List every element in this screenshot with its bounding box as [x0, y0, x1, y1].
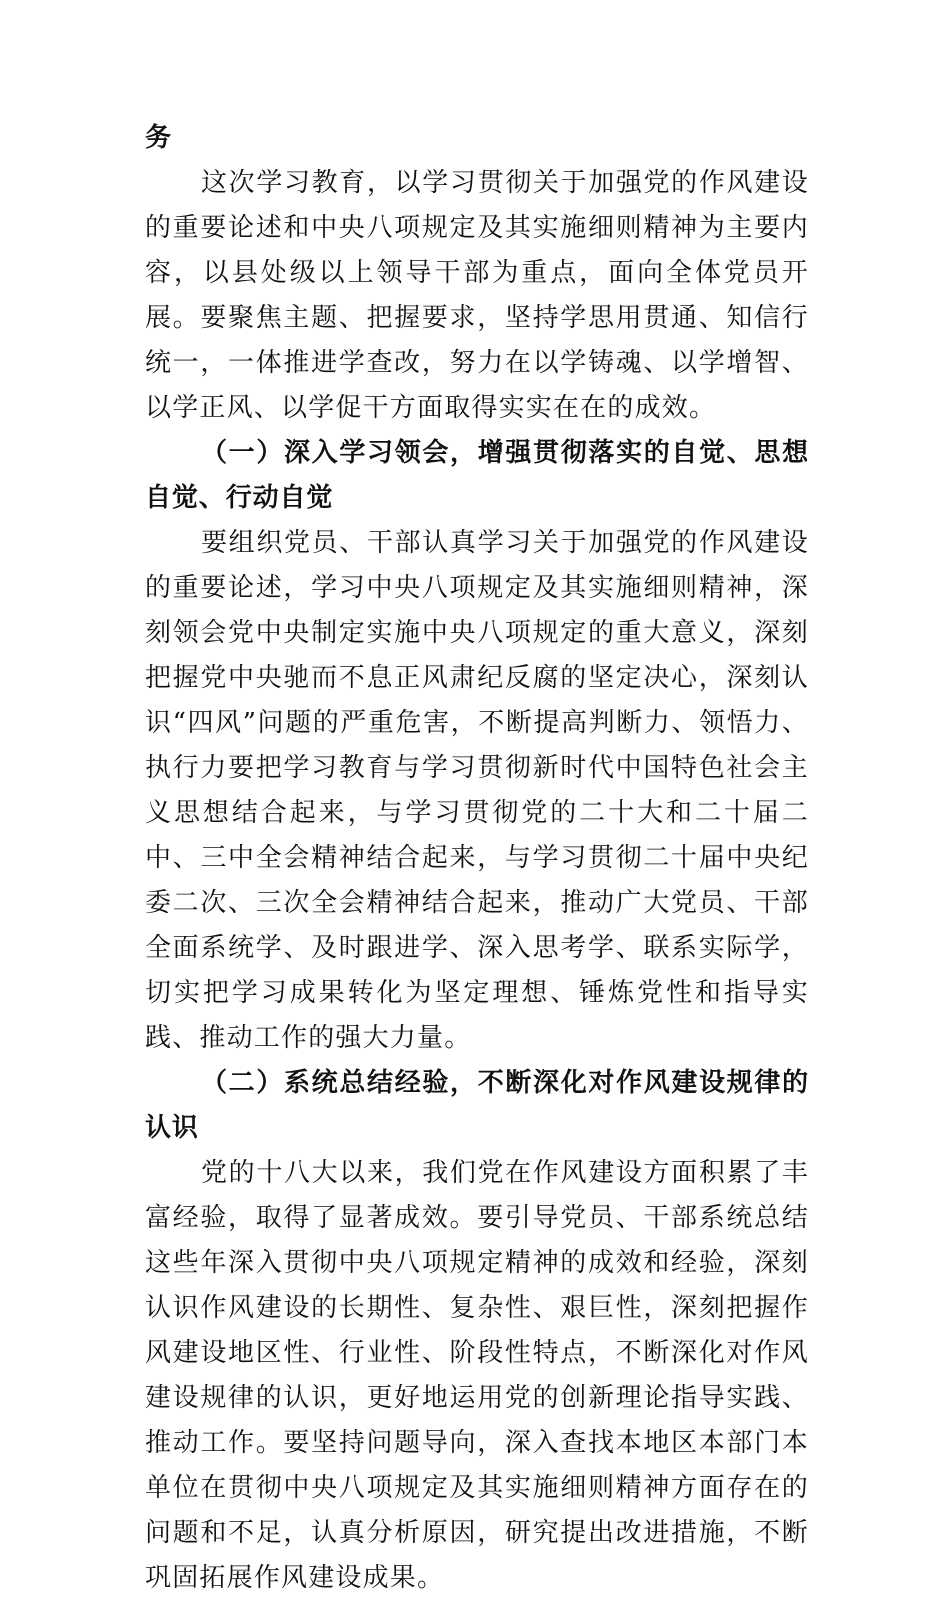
body-paragraph-1: 这次学习教育，以学习贯彻关于加强党的作风建设的重要论述和中央八项规定及其实施细则精神为主要内容，以县处级以上领导干部为重点，面向全体党员开展。要聚焦主题、把握要求，坚持学思用贯通、知信行统一，一体推进学查改，努力在以学铸魂、以学增智、以学正风、以学促干方面取得实实在在的成效。: [145, 168, 809, 423]
document-body: [145, 116, 809, 1601]
section-heading-1: （一）深入学习领会，增强贯彻落实的自觉、思想自觉、行动自觉: [145, 438, 809, 513]
carryover-text: 务: [145, 123, 173, 153]
body-paragraph-2: 要组织党员、干部认真学习关于加强党的作风建设的重要论述，学习中央八项规定及其实施细则精神，深刻领会党中央制定实施中央八项规定的重大意义，深刻把握党中央驰而不息正风肃纪反腐的坚定决心，深刻认识“四风”问题的严重危害，不断提高判断力、领悟力、执行力要把学习教育与学习贯彻新时代中国特色社会主义思想结合起来，与学习贯彻党的二十大和二十届二中、三中全会精神结合起来，与学习贯彻二十届中央纪委二次、三次全会精神结合起来，推动广大党员、干部全面系统学、及时跟进学、深入思考学、联系实际学，切实把学习成果转化为坚定理想、锤炼党性和指导实践、推动工作的强大力量。: [145, 528, 809, 1053]
section-heading-2: （二）系统总结经验，不断深化对作风建设规律的认识: [145, 1068, 809, 1143]
body-paragraph-3: 党的十八大以来，我们党在作风建设方面积累了丰富经验，取得了显著成效。要引导党员、干部系统总结这些年深入贯彻中央八项规定精神的成效和经验，深刻认识作风建设的长期性、复杂性、艰巨性，深刻把握作风建设地区性、行业性、阶段性特点，不断深化对作风建设规律的认识，更好地运用党的创新理论指导实践、推动工作。要坚持问题导向，深入查找本地区本部门本单位在贯彻中央八项规定及其实施细则精神方面存在的问题和不足，认真分析原因，研究提出改进措施，不断巩固拓展作风建设成果。: [145, 1158, 809, 1593]
